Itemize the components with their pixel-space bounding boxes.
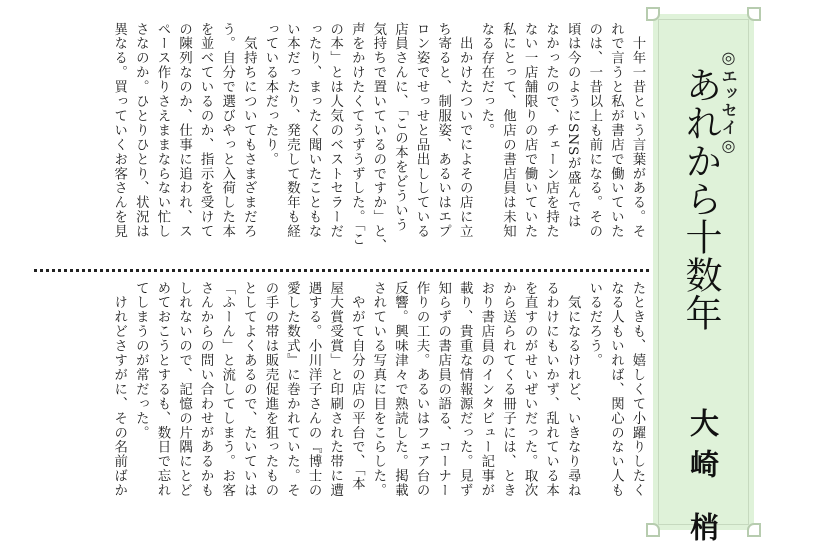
corner-ornament xyxy=(747,523,761,537)
corner-ornament xyxy=(646,523,660,537)
corner-ornament xyxy=(646,7,660,21)
author-name: 大崎 梢 xyxy=(686,408,720,553)
title-panel xyxy=(653,14,754,553)
essay-title: あれから十数年 xyxy=(679,66,722,332)
essay-body-bottom: たときも、嬉しくて小躍りしたく なる人もいれば、関心のない人も いるだろう。 気になるけれど、いきなり尋ね るわけにもいかず、乱れている本 を直すのがせいぜいだった。取次 から送られてくる冊子には、とき おり書店員のインタビュー記事が 載り、貴重な情報源だった。見ず 知らずの書店員の語る、コーナー 作りの工夫。あるいはフェア台の 反響。興味津々で熟読した。掲載 されている写真に目をこらした。 やがて自分の店の平台で、「本 屋大賞受賞」と印刷された帯に遭 遇する。小川洋子さんの『博士の 愛した数式』に巻かれていた。そ の手の帯は販売促進を狙ったもの としてよくあるので、たいていは 「ふーん」と流してしまう。お客 さんからの問い合わせがあるかも しれないので、記憶の片隅にとど めておこうとするも、数日で忘れ てしまうのが常だった。 けれどさすがに、その名前ばか xyxy=(111,281,645,498)
corner-ornament xyxy=(747,7,761,21)
essay-kicker: ◎エッセイ◎ xyxy=(719,48,738,156)
essay-body-top: 十年一昔という言葉がある。そ れで言うと私が書店で働いていた のは、一昔以上も前になる。その 頃は今のようにSNSが盛んでは なかったので、チェーン店を持た ない一店舗限りの店で働いていた 私にとって、他店の書店員は未知 なる存在だった。 出かけたついでによその店に立 ち寄ると、制服姿、あるいはエプ ロン姿でせっせと品出ししている 店員さんに、「この本をどういう 気持ちで置いているのですか」と、 声をかけたくてうずうずした。「こ の本」とは人気のベストセラーだ ったり、まったく聞いたこともな い本だったり、発売して数年も経 っている本だったり。 気持ちについてもさまざまだろ う。自分で選びやっと入荷した本 を並べているのか、指示を受けて の陳列なのか、仕事に追われ、ス ペース作りさえままならない忙し さなのか。ひとりひとり、状況は 異なる。買っていくお客さんを見 xyxy=(111,22,645,254)
section-divider xyxy=(34,269,649,272)
